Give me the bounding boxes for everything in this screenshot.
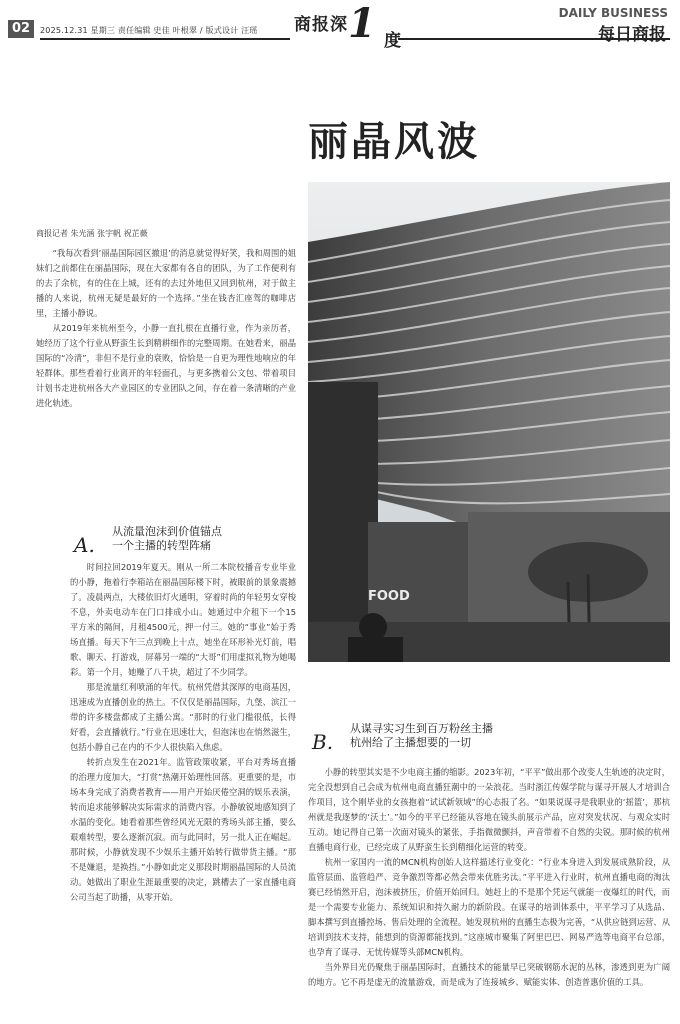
column-name-number: 1 (348, 0, 376, 47)
section-b-body (308, 765, 670, 990)
header-rule-left (40, 38, 290, 40)
section-b-title-line1: 从谋寻实习生到百万粉丝主播 (350, 722, 493, 735)
section-b-title-line2: 杭州给了主播想要的一切 (350, 736, 471, 749)
section-b-paragraph: 当外界目光仍聚焦于丽晶国际时，直播技术的能量早已突破钢筋水泥的丛林，渗透到更为广阔的地方。它不再是虚无的流量游戏，而是成为了连接城乡、赋能实体、创造普惠价值的工具。 (308, 962, 670, 987)
section-a-heading (70, 525, 296, 559)
section-b-heading (308, 722, 670, 756)
food-sign: FOOD (368, 589, 410, 604)
section-b-paragraph: 小静的转型其实是不少电商主播的缩影。2023年初，“平平”做出那个改变人生轨迹的决定时，完全没想到自己会成为杭州电商直播狂潮中的一朵浪花。当时浙江传媒学院与谋寻开展人才培训合作项目，这个刚毕业的女孩抱着“试试新领域”的心态报了名。“如果说谋寻是我职业的‘摇篮’，那杭州就是我逐梦的‘沃土’。”如今的平平已经能从容地在镜头前展示产品，应对突发状况、与观众实时互动。她记得自己第一次面对镜头的紧张，手指微微颤抖，声音带着不自然的尖锐。那时候的杭州直播电商行业，已经完成了从野蛮生长到精细化运营的转变。 (308, 767, 670, 852)
section-a-paragraph: 转折点发生在2021年。监管政策收紧，平台对秀场直播的治理力度加大，“打赏”热潮开始理性回落。更重要的是，市场本身完成了消费者教育——用户开始厌倦空洞的娱乐表演，转而追求能够解决实际需求的消费内容。小静敏锐地感知到了水温的变化。她看着那些曾经风光无限的秀场头部主播，要么艰难转型，要么逐渐沉寂。而与此同时，另一批人正在崛起。那时候，小静就发现不少娱乐主播开始转行做带货主播。“那不是嫌退，是换挡。”小静如此定义那段时期丽晶国际的人员流动。她做出了职业生涯最重要的决定，跳槽去了一家直播电商公司当起了助播，从零开始。 (70, 757, 296, 902)
intro-paragraph: “我每次看到‘丽晶国际园区撤退’的消息就觉得好笑，我和周围的姐妹们之前都住在丽晶国际，现在大家都有各自的团队，为了工作便利有的去了余杭，有的住在上城，还有的去过外地但又回到杭州，对于做主播的人来说，杭州无疑是最好的一个选择。”坐在钱杏汇座驾的咖啡店里，主播小静说。 (36, 248, 296, 318)
section-a-body (70, 560, 296, 905)
daily-business-label: DAILY BUSINESS (558, 6, 668, 20)
newspaper-name: 每日商报 (598, 25, 666, 45)
page-number: 02 (8, 20, 34, 38)
section-b-paragraph: 杭州一家国内一流的MCN机构创始人这样描述行业变化：“行业本身进入到发展成熟阶段，从监管层面、监管趋严、竞争激烈等都必然会带来优胜劣汰。”平平进入行业时，杭州直播电商的淘汰赛已经悄然开启，泡沫被挤压，价值开始回归。她赶上的不是那个凭运气就能一夜爆红的时代，而是一个需要专业能力、系统知识和持久耐力的新阶段。在谋寻的培训体系中，平平学习了从选品、脚本撰写到直播控场、售后处理的全流程。她发现杭州的直播生态极为完善，“从供应链到运营、从培训到技术支持，能想到的资源都能找到。”这座城市聚集了阿里巴巴、网易严选等电商平台总部，也孕育了谋寻、无忧传媒等头部MCN机构。 (308, 857, 670, 957)
article-title: 丽晶风波 (308, 119, 480, 165)
section-letter-a: A. (74, 533, 95, 557)
building-photo (308, 182, 670, 662)
column-name-right: 度 (384, 31, 401, 51)
section-letter-b: B. (312, 730, 334, 754)
section-a-title-line2: 一个主播的转型阵痛 (112, 539, 211, 552)
column-name-left: 商报深 (294, 15, 348, 35)
byline: 商报记者 朱光涵 张宇帆 祝芷薇 (36, 229, 148, 238)
intro-paragraph: 从2019年来杭州至今，小静一直扎根在直播行业，作为亲历者，她经历了这个行业从野蛮生长到精耕细作的完整周期。在她看来，丽晶国际的“冷清”，非但不是行业的衰败，恰恰是一自更为理性地响应的年轻群体。那些看着行业离开的年轻面孔，与更多携着公文包、带着项目计划书走进杭州各大产业园区的专业团队之间，存在着一条清晰的产业进化轨迹。 (36, 323, 296, 408)
intro-block (36, 246, 296, 411)
section-a-paragraph: 那是流量红利喷涌的年代。杭州凭借其深厚的电商基因，迅速成为直播创业的热土。不仅仅是丽晶国际，九堡、滨江一带的许多楼盘都成了主播公寓。“那时的行业门槛很低，长得好看，会直播就行。”行业在迅速壮大，但泡沫也在悄然滋生，包括小静自己在内的不少人很快陷入焦虑。 (70, 682, 296, 752)
section-a-title-line1: 从流量泡沫到价值锚点 (112, 525, 222, 538)
section-a-paragraph: 时间拉回2019年夏天。刚从一所二本院校播音专业毕业的小静，拖着行李箱站在丽晶国际楼下时，被眼前的景象震撼了。凌晨两点，大楼依旧灯火通明，穿着时尚的年轻男女穿梭不息，外卖电动车在门口排成小山。她通过中介租下一个15平方米的隔间，月租4500元，押一付三。她的“事业”始于秀场直播。每天下午三点到晚上十点，她坐在环形补光灯前，唱歌、聊天、打游戏，屏幕另一端的“大哥”们用虚拟礼物为她喝彩。第一个月，她赚了八千块，超过了不少同学。 (70, 562, 296, 677)
curved-building-illustration (308, 182, 670, 662)
date-editor-line: 2025.12.31 星期三 责任编辑 史佳 叶根翠 / 版式设计 汪瑶 (40, 26, 258, 35)
masthead (0, 0, 680, 58)
